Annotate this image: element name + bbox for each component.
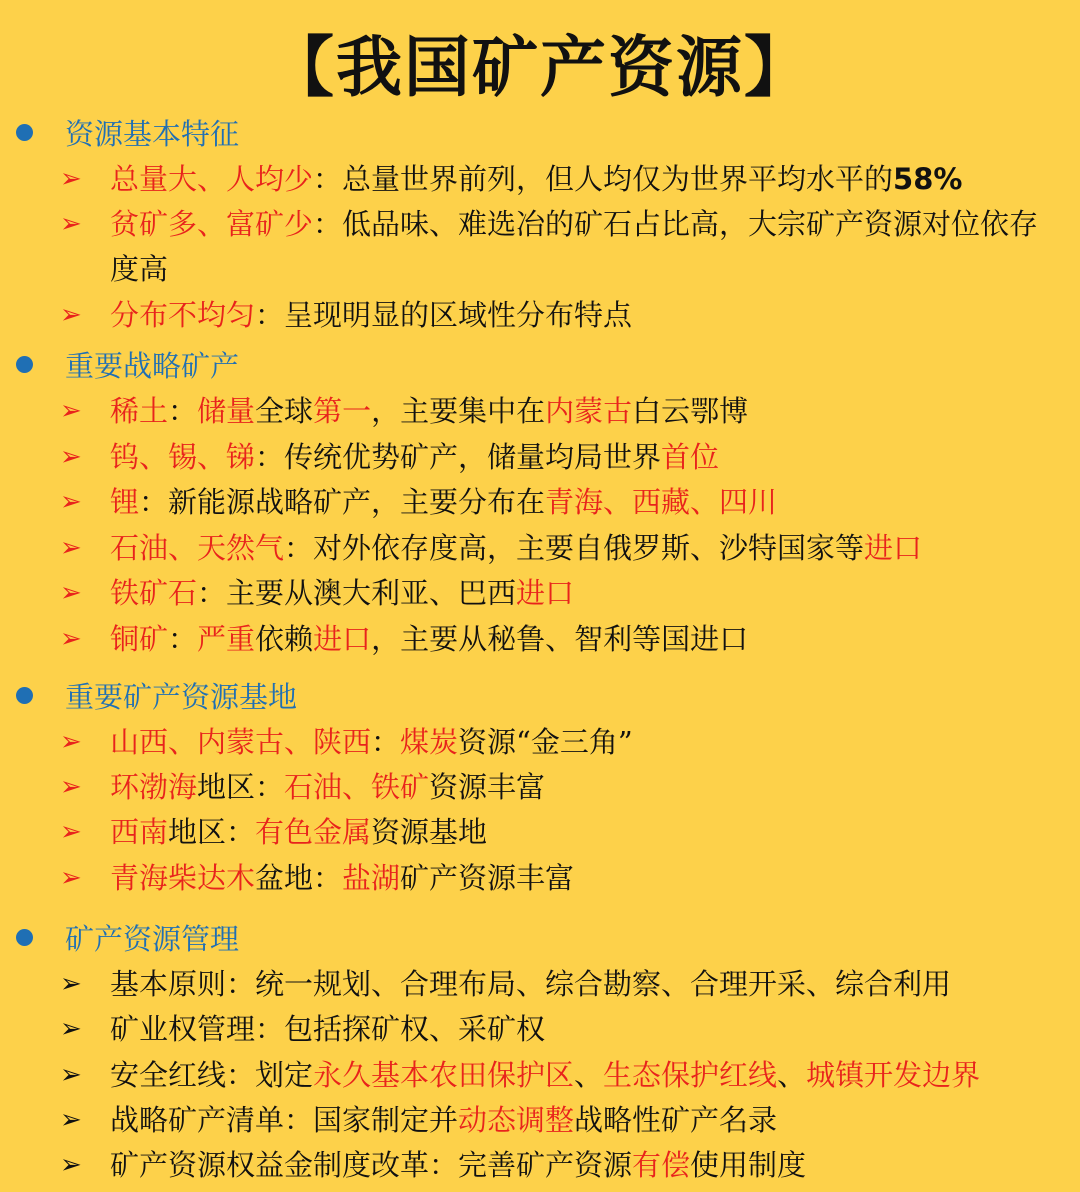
section-heading-strategic-minerals: [16, 344, 239, 385]
highlight-text: 进口: [516, 576, 575, 610]
highlight-text: 石油、天然气: [110, 531, 285, 565]
highlight-text: 锂: [110, 485, 140, 519]
list-item-text: [110, 856, 1062, 901]
body-text: ：: [168, 622, 198, 656]
highlight-text: 城镇开发边界: [806, 1058, 981, 1092]
arrow-bullet-icon: ➢: [60, 1150, 82, 1180]
body-text: ：新能源战略矿产，主要分布在: [139, 485, 546, 519]
arrow-bullet-icon: ➢: [60, 533, 82, 563]
body-text: 战略矿产清单：国家制定并: [110, 1103, 459, 1137]
section-heading-label: 重要战略矿产: [65, 349, 240, 383]
list-item: [58, 526, 1062, 571]
arrow-bullet-icon: ➢: [60, 487, 82, 517]
body-text: 地区：: [197, 770, 285, 804]
list-item: [58, 810, 1062, 855]
list-item-text: [110, 571, 1062, 616]
bullet-dot-icon: [16, 929, 33, 946]
list-item-text: [110, 480, 1062, 525]
body-text: 盆地：: [255, 861, 343, 895]
highlight-text: 有偿: [632, 1148, 691, 1182]
list-item: [58, 765, 1062, 810]
arrow-bullet-icon: ➢: [60, 164, 82, 194]
list-item-text: [110, 1098, 1062, 1143]
body-text: 白云鄂博: [632, 394, 749, 428]
highlight-text: 内蒙古: [545, 394, 633, 428]
list-item-text: [110, 526, 1062, 571]
highlight-text: 分布不均匀: [110, 298, 256, 332]
body-text: 战略性矿产名录: [574, 1103, 778, 1137]
list-item: [58, 1007, 1062, 1052]
arrow-bullet-icon: ➢: [60, 442, 82, 472]
arrow-bullet-icon: ➢: [60, 624, 82, 654]
highlight-text: 盐湖: [342, 861, 401, 895]
highlight-text: 首位: [661, 440, 720, 474]
list-item: [58, 617, 1062, 662]
arrow-bullet-icon: ➢: [60, 300, 82, 330]
highlight-text: 煤炭: [400, 725, 459, 759]
highlight-text: 青海、西藏、四川: [545, 485, 778, 519]
list-item: [58, 480, 1062, 525]
body-text: 资源基地: [371, 815, 488, 849]
body-text: 矿业权管理：包括探矿权、采矿权: [110, 1012, 546, 1046]
list-item-text: [110, 720, 1062, 765]
arrow-bullet-icon: ➢: [60, 209, 82, 239]
body-text: 依赖: [255, 622, 314, 656]
body-text: 安全红线：划定: [110, 1058, 314, 1092]
arrow-bullet-icon: ➢: [60, 817, 82, 847]
section-heading-label: 资源基本特征: [65, 117, 240, 151]
list-item: [58, 435, 1062, 480]
body-text: 、: [574, 1058, 604, 1092]
body-text: ：总量世界前列，但人均仅为世界平均水平的: [313, 162, 894, 196]
highlight-text: 进口: [313, 622, 372, 656]
highlight-text: 青海柴达木: [110, 861, 256, 895]
section-heading-label: 矿产资源管理: [65, 922, 240, 956]
list-item-text: [110, 962, 1062, 1007]
arrow-bullet-icon: ➢: [60, 396, 82, 426]
list-item-text: [110, 202, 1062, 292]
body-text: 基本原则：统一规划、合理布局、综合勘察、合理开采、综合利用: [110, 967, 952, 1001]
list-item: [58, 1053, 1062, 1098]
highlight-text: 石油、铁矿: [284, 770, 430, 804]
list-item: [58, 389, 1062, 434]
body-text: 、: [777, 1058, 807, 1092]
list-item: [58, 1143, 1062, 1188]
list-item-text: [110, 1053, 1062, 1098]
page-title: 【我国矿产资源】: [268, 28, 812, 106]
bullet-dot-icon: [16, 124, 33, 141]
arrow-bullet-icon: ➢: [60, 1014, 82, 1044]
highlight-text: 动态调整: [458, 1103, 575, 1137]
arrow-bullet-icon: ➢: [60, 578, 82, 608]
list-item-text: [110, 1143, 1062, 1188]
highlight-text: 铁矿石: [110, 576, 198, 610]
highlight-text: 山西、内蒙古、陕西: [110, 725, 372, 759]
body-text: ：呈现明显的区域性分布特点: [255, 298, 633, 332]
list-item-text: [110, 157, 1062, 202]
bullet-dot-icon: [16, 687, 33, 704]
list-item-text: [110, 617, 1062, 662]
body-text: ：低品味、难选冶的矿石占比高，大宗矿产资源对位依存度高: [110, 207, 1039, 286]
section-heading-resource-management: [16, 917, 239, 958]
highlight-text: 环渤海: [110, 770, 198, 804]
highlight-text: 储量: [197, 394, 256, 428]
highlight-text: 严重: [197, 622, 256, 656]
arrow-bullet-icon: ➢: [60, 772, 82, 802]
list-item-text: [110, 810, 1062, 855]
highlight-text: 生态保护红线: [603, 1058, 778, 1092]
highlight-text: 贫矿多、富矿少: [110, 207, 314, 241]
list-item: [58, 157, 1062, 202]
arrow-bullet-icon: ➢: [60, 863, 82, 893]
list-item-text: [110, 389, 1062, 434]
arrow-bullet-icon: ➢: [60, 969, 82, 999]
body-text: 58%: [893, 162, 963, 196]
highlight-text: 永久基本农田保护区: [313, 1058, 575, 1092]
highlight-text: 铜矿: [110, 622, 169, 656]
body-text: ，主要从秘鲁、智利等国进口: [371, 622, 749, 656]
section-heading-label: 重要矿产资源基地: [65, 680, 298, 714]
highlight-text: 第一: [313, 394, 372, 428]
highlight-text: 有色金属: [255, 815, 372, 849]
list-item: [58, 202, 1062, 292]
body-text: ：: [168, 394, 198, 428]
body-text: 使用制度: [690, 1148, 807, 1182]
list-item: [58, 720, 1062, 765]
arrow-bullet-icon: ➢: [60, 727, 82, 757]
bullet-dot-icon: [16, 356, 33, 373]
list-item-text: [110, 1007, 1062, 1052]
body-text: 资源“金三角”: [458, 725, 633, 759]
list-item: [58, 856, 1062, 901]
list-item-text: [110, 293, 1062, 338]
list-item: [58, 1098, 1062, 1143]
section-heading-basic-features: [16, 112, 239, 153]
body-text: ：对外依存度高，主要自俄罗斯、沙特国家等: [284, 531, 865, 565]
body-text: 矿产资源丰富: [400, 861, 575, 895]
highlight-text: 进口: [864, 531, 923, 565]
body-text: ，主要集中在: [371, 394, 546, 428]
section-heading-mineral-bases: [16, 675, 297, 716]
body-text: 地区：: [168, 815, 256, 849]
highlight-text: 总量大、人均少: [110, 162, 314, 196]
body-text: ：: [371, 725, 401, 759]
list-item: [58, 962, 1062, 1007]
highlight-text: 钨、锡、锑: [110, 440, 256, 474]
highlight-text: 西南: [110, 815, 169, 849]
arrow-bullet-icon: ➢: [60, 1060, 82, 1090]
highlight-text: 稀土: [110, 394, 169, 428]
body-text: ：传统优势矿产，储量均局世界: [255, 440, 662, 474]
list-item: [58, 571, 1062, 616]
body-text: 全球: [255, 394, 314, 428]
body-text: 矿产资源权益金制度改革：完善矿产资源: [110, 1148, 633, 1182]
list-item: [58, 293, 1062, 338]
list-item-text: [110, 435, 1062, 480]
body-text: ：主要从澳大利亚、巴西: [197, 576, 517, 610]
body-text: 资源丰富: [429, 770, 546, 804]
list-item-text: [110, 765, 1062, 810]
arrow-bullet-icon: ➢: [60, 1105, 82, 1135]
